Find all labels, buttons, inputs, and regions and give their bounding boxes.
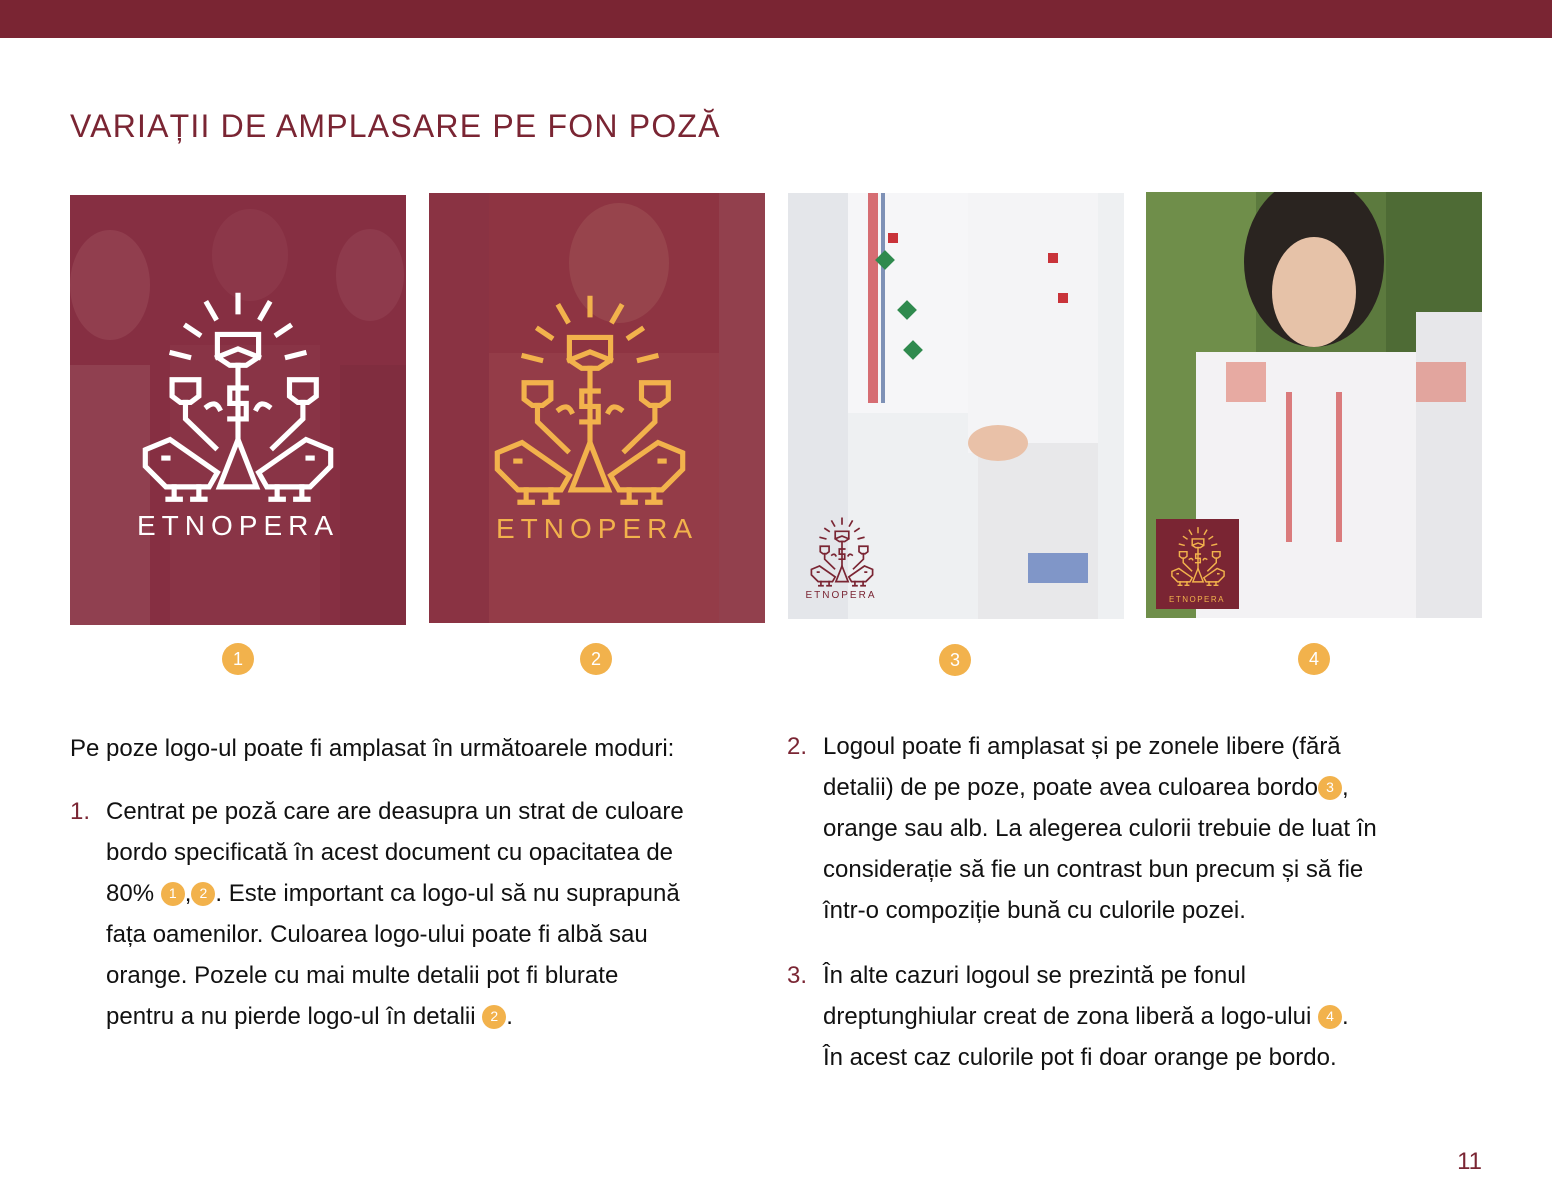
page-title: VARIAȚII DE AMPLASARE PE FON POZĂ bbox=[70, 108, 721, 144]
logo-wordmark: ETNOPERA bbox=[136, 510, 340, 541]
figure-marker-4: 4 bbox=[1298, 643, 1330, 675]
logo-wordmark: ETNOPERA bbox=[495, 513, 699, 544]
photo-4-orange-logo-on-bordo-box bbox=[1146, 192, 1482, 618]
photo-1-white-logo-on-bordo-overlay bbox=[70, 195, 406, 625]
inline-marker-2: 2 bbox=[482, 1005, 506, 1029]
inline-marker-2: 2 bbox=[191, 882, 215, 906]
photo-2-orange-logo-on-blurred-bordo-overlay bbox=[429, 193, 765, 623]
figure-marker-1: 1 bbox=[222, 643, 254, 675]
photo-3-bordo-logo-on-free-area bbox=[788, 193, 1124, 619]
top-bar bbox=[0, 0, 1552, 38]
intro-text: Pe poze logo-ul poate fi amplasat în următoarele moduri: bbox=[70, 735, 675, 762]
list-text: Centrat pe poză care are deasupra un strat de culoare bordo specificată în acest document cu opacitatea de 80% 1 , 2 . Este important ca logo-ul să nu suprapună fața oamenilor. Culoarea logo-ului poate fi albă sau orange. Pozele cu mai multe detalii pot fi blurate pentru a nu pierde logo-ul în detalii 2 . bbox=[106, 798, 684, 1030]
list-number: 1. bbox=[70, 798, 91, 825]
inline-marker-1: 1 bbox=[161, 882, 185, 906]
figure-marker-3: 3 bbox=[939, 644, 971, 676]
list-text: În alte cazuri logoul se prezintă pe fonul dreptunghiular creat de zona liberă a logo-ului 4 . În acest caz culorile pot fi doar orange pe bordo. bbox=[823, 962, 1349, 1071]
figure-marker-2: 2 bbox=[580, 643, 612, 675]
inline-marker-4: 4 bbox=[1318, 1005, 1342, 1029]
page-number: 11 bbox=[1457, 1148, 1482, 1175]
inline-marker-3: 3 bbox=[1318, 776, 1342, 800]
logo-wordmark: ETNOPERA bbox=[805, 590, 877, 601]
list-number: 3. bbox=[787, 962, 808, 989]
logo-wordmark: ETNOPERA bbox=[1168, 595, 1226, 604]
list-number: 2. bbox=[787, 733, 808, 760]
list-text: Logoul poate fi amplasat și pe zonele libere (fără detalii) de pe poze, poate avea culoarea bordo 3 , orange sau alb. La alegerea culorii trebuie de luat în considerație să fie un contrast bun precum și să fie într-o compoziție bună cu culorile pozei. bbox=[823, 733, 1377, 924]
